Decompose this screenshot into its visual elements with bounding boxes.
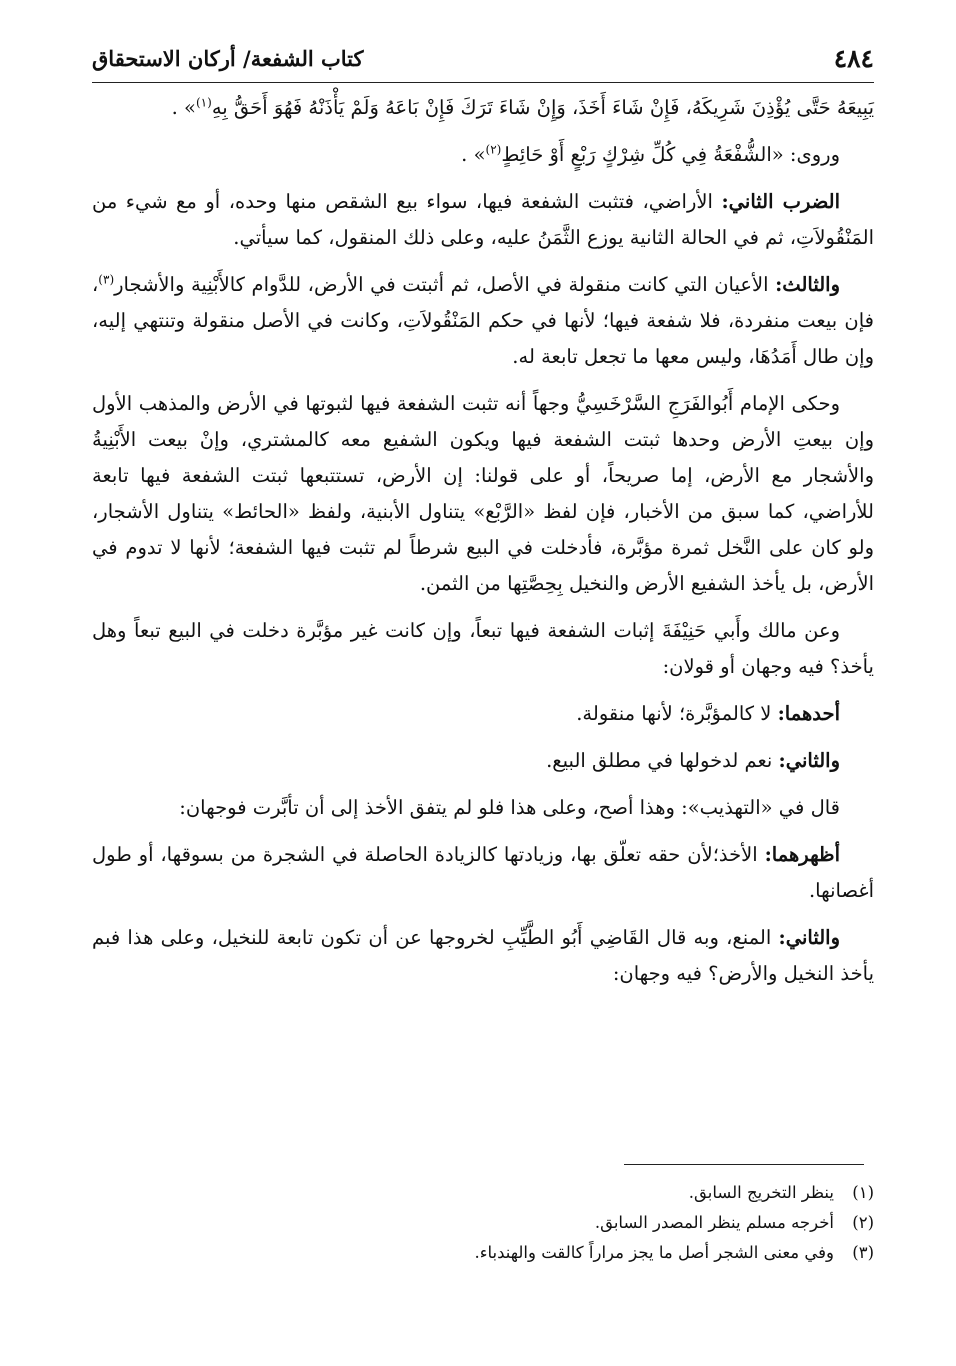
footnote-ref: (٣): [98, 272, 115, 287]
paragraph-text: الأخذ؛لأن حقه تعلّق بها، وزيادتها كالزيادة الحاصلة في الشجرة من بسوقها، أو طول أغصانها.: [92, 843, 874, 902]
footnote-text: ينظر التخريج السابق.: [688, 1183, 834, 1202]
paragraph-lead: الضرب الثاني:: [721, 190, 840, 213]
paragraph: [92, 386, 874, 602]
paragraph-text: قال في «التهذيب»: وهذا أصح، وعلى هذا فلو لم يتفق الأخذ إلى أن تأبَّرت فوجهان:: [179, 796, 840, 819]
footnote-ref: (٢): [485, 142, 502, 157]
footnote: [92, 1208, 874, 1238]
paragraph: [92, 837, 874, 909]
footnotes: [92, 1178, 874, 1268]
paragraph: [92, 790, 874, 826]
running-title: كتاب الشفعة/ أركان الاستحقاق: [92, 46, 364, 71]
footnote-number: (١): [852, 1183, 874, 1202]
footnote-separator: [624, 1164, 864, 1165]
paragraph-text: وحكى الإمام أَبُوالفَرَجِ السَّرْخَسِيُّ وجهاً أنه تثبت الشفعة فيها لثبوتها في الأرض والمذهب الأول وإن بيعتِ الأرض وحدها ثبتت الشفعة فيها ويكون الشفيع معه كالمشتري، وإنْ بيعت الأَبْنِيةُ والأشجار مع الأرض، إما صريحاً، أو على قولنا: إن الأرض، تستتبعها ثبتت الشفعة فيها تابعة للأراضي، كما سبق من الأخبار، فإن لفظ «الرَّبْع» يتناول الأبنية، ولفظ «الحائط» يتناول الأشجار، ولو كان على النَّخل ثمرة مؤبَّرة، فأدخلت في البيع شرطاً لم تثبت فيها الشفعة؛ لأنها لا تدوم في الأرض، بل يأخذ الشفيع الأرض والنخيل بِحِصَّتِها من الثمن.: [92, 392, 874, 595]
body-text: [92, 90, 874, 1003]
paragraph-tail: » .: [171, 96, 196, 119]
paragraph-text: نعم لدخولها في مطلق البيع.: [546, 749, 779, 772]
paragraph: [92, 613, 874, 685]
paragraph-lead: أظهرهما:: [764, 843, 840, 866]
footnote-text: وفي معنى الشجر أصل ما يجز مراراً كالقت والهندباء.: [474, 1243, 834, 1262]
page-header: [92, 38, 874, 83]
footnote: [92, 1238, 874, 1268]
paragraph: [92, 184, 874, 256]
footnote-number: (٢): [852, 1213, 874, 1232]
paragraph: [92, 267, 874, 375]
paragraph-lead: والثاني:: [778, 749, 840, 772]
footnote: [92, 1178, 874, 1208]
paragraph-lead: والثاني:: [778, 926, 840, 949]
paragraph-tail: ، فإن بيعت منفردة، فلا شفعة فيها؛ لأنها في حكم المَنْقُولاَتِ، وكانت في الأصل منقولة وتنتهي إليه، وإن طال أَمَدُهَا، وليس معها ما تجعل تابعة له.: [92, 273, 874, 368]
paragraph: [92, 743, 874, 779]
paragraph-lead: والثالث:: [775, 273, 840, 296]
paragraph-text: المنع، وبه قال القَاضِي أَبُو الطَّيِّبِ لخروجها عن أن تكون تابعة للنخيل، وعلى هذا فبم يأخذ النخيل والأرض؟ فيه وجهان:: [92, 926, 874, 985]
paragraph: [92, 137, 874, 173]
footnote-ref: (١): [195, 95, 212, 110]
paragraph-text: الأعيان التي كانت منقولة في الأصل، ثم أثبتت في الأرض، للدَّوام كالأَبْنِية والأشجار: [114, 273, 776, 296]
paragraph-text: لا كالمؤبَّرة؛ لأنها منقولة.: [576, 702, 778, 725]
paragraph-text: وعن مالك وأَبي حَنِيْفَةَ إثبات الشفعة فيها تبعاً، وإن كانت غير مؤبَّرة دخلت في البيع تبعاً وهل يأخذ؟ فيه وجهان أو قولان:: [92, 619, 874, 678]
footnote-number: (٣): [852, 1243, 874, 1262]
paragraph: [92, 920, 874, 992]
paragraph: [92, 696, 874, 732]
paragraph-text: يَبِيعَهُ حَتَّى يُؤْذِنَ شَرِيكَهُ، فَإِنْ شَاءَ أَخَذَ، وَإِنْ شَاءَ تَرَكَ فَإِنْ بَاعَهُ وَلَمْ يَأْذَنْهُ فَهُوَ أَحَقُّ بِهِ: [211, 96, 874, 119]
paragraph-tail: » .: [461, 143, 486, 166]
paragraph-text: وروى: «الشُّفْعَةُ فِي كُلِّ شِرْكٍ رَبْعٍ أَوْ حَائِطٍ: [501, 143, 840, 166]
paragraph: [92, 90, 874, 126]
footnote-text: أخرجه مسلم ينظر المصدر السابق.: [594, 1213, 834, 1232]
page-number: ٤٨٤: [833, 44, 874, 73]
paragraph-lead: أحدهما:: [777, 702, 840, 725]
paragraph-text: الأراضي، فتثبت الشفعة فيها، سواء بيع الشقص منها وحده، أو مع شيء من المَنْقُولاَتِ، ثم في الحالة الثانية يوزع الثَّمَنُ عليه، وعلى ذلك المنقول، كما سيأتي.: [92, 190, 874, 249]
